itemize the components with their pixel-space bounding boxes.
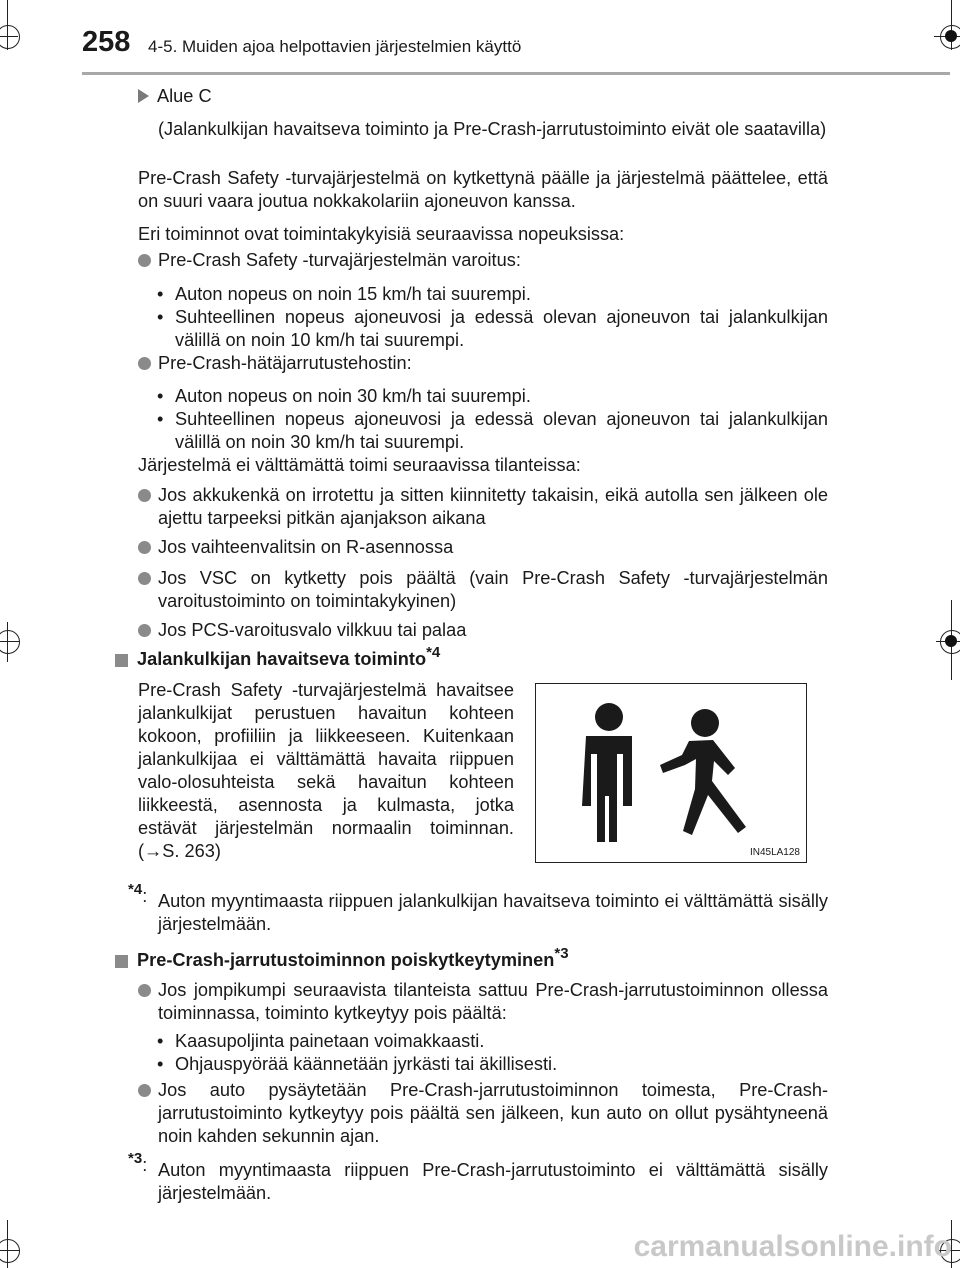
bullet-mark: •	[157, 1031, 164, 1051]
disengage-subitem-1: Kaasupoljinta painetaan voimakkaasti.	[175, 1031, 485, 1051]
bullet-dot-icon	[138, 624, 151, 637]
watermark: carmanualsonline.info	[633, 1230, 952, 1263]
bullet-dot-icon	[138, 572, 151, 585]
footnote-4-mark: $^{*4}$:	[128, 881, 148, 906]
alue-c-label: Alue C	[157, 86, 212, 106]
footnote-3-mark: $^{*3}$:	[128, 1150, 148, 1175]
figure-code: IN45LA128	[749, 847, 800, 858]
bullet-mark: •	[157, 1054, 164, 1074]
intro-paragraph: Pre-Crash Safety -turvajärjestelmä on kytkettynä päälle ja järjestelmä päättelee, että on suuri vaara joutua nokkakolariin ajoneuvon kanssa.	[138, 168, 828, 211]
brake-assist-label: Pre-Crash-hätäjarrutustehostin:	[158, 353, 412, 373]
bullet-dot-icon	[138, 541, 151, 554]
bullet-dot-icon	[138, 1084, 151, 1097]
bullet-mark: •	[157, 284, 164, 304]
footnote-4-text: Auton myyntimaasta riippuen jalankulkijan havaitseva toiminto ei välttämättä sisälly järjestelmään.	[158, 891, 828, 934]
bullet-dot-icon	[138, 357, 151, 370]
not-working-intro: Järjestelmä ei välttämättä toimi seuraavissa tilanteissa:	[138, 455, 581, 475]
condition-1: Jos akkukenkä on irrotettu ja sitten kiinnitetty takaisin, eikä autolla sen jälkeen ole ajettu tarpeeksi pitkän ajanjakson aikana	[158, 485, 828, 528]
page-number: 258	[82, 26, 131, 58]
alue-c-text: (Jalankulkijan havaitseva toiminto ja Pre-Crash-jarrutustoiminto eivät ole saatavilla)	[158, 119, 827, 139]
pedestrian-figure	[535, 683, 807, 863]
condition-3: Jos VSC on kytketty pois päältä (vain Pre-Crash Safety -turvajärjestelmän varoitustoiminto on toimintakykyinen)	[158, 568, 828, 611]
condition-4: Jos PCS-varoitusvalo vilkkuu tai palaa	[158, 620, 467, 640]
bullet-dot-icon	[138, 984, 151, 997]
footnote-3-text: Auton myyntimaasta riippuen Pre-Crash-jarrutustoiminto ei välttämättä sisälly järjestelmään.	[158, 1160, 828, 1203]
disengage-item-2: Jos auto pysäytetään Pre-Crash-jarrutustoiminnon toimesta, Pre-Crash-jarrutustoiminto kytkeytyy pois päältä sen jälkeen, kun auto on ollut pysähtyneenä noin kahden sekunnin ajan.	[158, 1080, 828, 1146]
disengage-subitem-2: Ohjauspyörää käännetään jyrkästi tai äkillisesti.	[175, 1054, 558, 1074]
header-rule	[82, 72, 950, 75]
condition-2: Jos vaihteenvalitsin on R-asennossa	[158, 537, 454, 557]
brake-assist-item-2: Suhteellinen nopeus ajoneuvosi ja edessä olevan ajoneuvon tai jalankulkijan välillä on noin 30 km/h tai suurempi.	[175, 409, 828, 452]
disengage-item-1: Jos jompikumpi seuraavista tilanteista sattuu Pre-Crash-jarrutustoiminnon ollessa toiminnassa, toiminto kytkeytyy pois päältä:	[158, 980, 828, 1023]
disengage-heading: Pre-Crash-jarrutustoiminnon poiskytkeytyminen$^{*3}$	[137, 945, 569, 970]
warning-item-1: Auton nopeus on noin 15 km/h tai suurempi.	[175, 284, 531, 304]
pedestrian-text: Pre-Crash Safety -turvajärjestelmä havaitsee jalankulkijat perustuen havaitun kohteen kokoon, profiiliin ja liikkeeseen. Kuitenkaan jalankulkijaa ei välttämättä havaita riippuen valo-olosuhteista sekä havaitun kohteen liikkeestä, asennosta ja kulmasta, jotka estävät järjestelmän normaalin toiminnan. (→S. 263)	[138, 680, 514, 861]
bullet-mark: •	[157, 307, 164, 327]
bullet-dot-icon	[138, 254, 151, 267]
pedestrian-heading: Jalankulkijan havaitseva toiminto$^{*4}$	[137, 644, 441, 669]
bullet-mark: •	[157, 409, 164, 429]
section-square-icon	[115, 955, 128, 968]
running-head: 4-5. Muiden ajoa helpottavien järjestelmien käyttö	[148, 37, 522, 56]
section-square-icon	[115, 654, 128, 667]
bullet-dot-icon	[138, 489, 151, 502]
warning-label: Pre-Crash Safety -turvajärjestelmän varoitus:	[158, 250, 521, 270]
bullet-mark: •	[157, 386, 164, 406]
speeds-intro: Eri toiminnot ovat toimintakykyisiä seuraavissa nopeuksissa:	[138, 224, 625, 244]
warning-item-2: Suhteellinen nopeus ajoneuvosi ja edessä olevan ajoneuvon tai jalankulkijan välillä on noin 10 km/h tai suurempi.	[175, 307, 828, 350]
triangle-arrow-icon	[138, 89, 149, 103]
pedestrian-icon	[536, 684, 806, 862]
brake-assist-item-1: Auton nopeus on noin 30 km/h tai suurempi.	[175, 386, 531, 406]
